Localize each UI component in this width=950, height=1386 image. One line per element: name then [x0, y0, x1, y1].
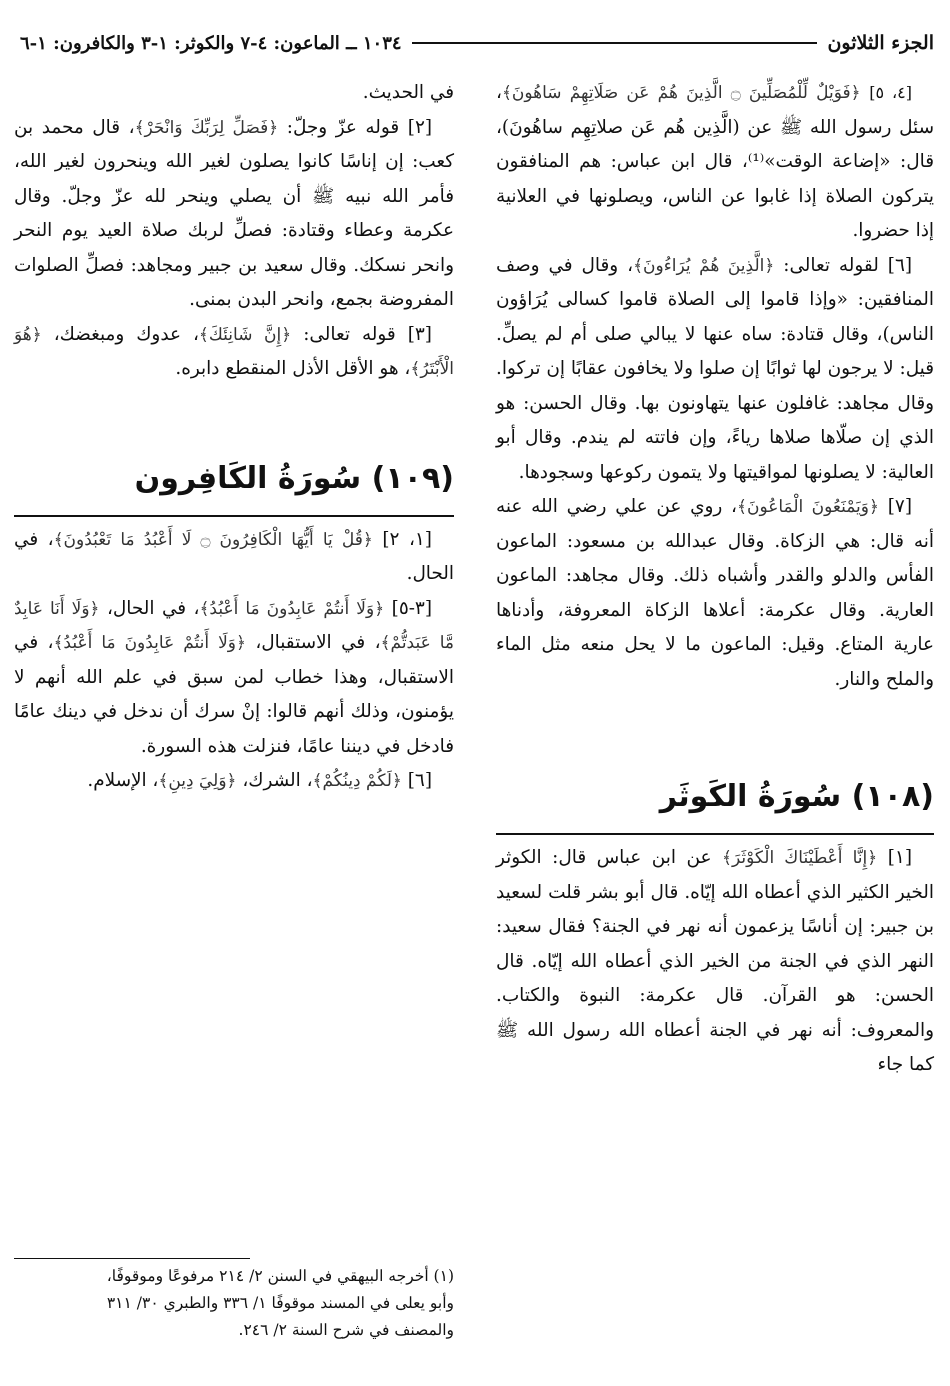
commentary-text: ، في الحال، [107, 597, 200, 619]
title-rule [496, 833, 934, 835]
running-header [20, 26, 934, 60]
right-column [496, 76, 934, 1083]
commentary-text: ، روي عن علي رضي الله عنه أنه قال: هي الزكاة. وقال عبدالله بن مسعود: الماعون الفأس والدلو والقدر وأشباه ذلك. وقال مجاهد: الماعون العارية. وقال عكرمة: أعلاها الزكاة المعروفة، وأدناها عارية المتاع. وقيل: الماعون ما لا يحل منعه مثل الماء والملح والنار. [496, 496, 934, 690]
footnote [14, 1263, 454, 1344]
footnote-line: وأبو يعلى في المسند موقوفًا ١/ ٣٣٦ والطبري ٣٠/ ٣١١ [106, 1294, 454, 1312]
quran-verse: ﴿قُلْ يَا أَيُّهَا الْكَافِرُونَ ۝ لَا أَعْبُدُ مَا تَعْبُدُونَ﴾ [53, 529, 373, 550]
footnote-rule [14, 1258, 250, 1259]
quran-verse: ﴿هُوَ الْأَبْتَرُ﴾ [14, 324, 454, 379]
surah-109-title: (١٠٩) سُورَةُ الكَافِرون [134, 460, 454, 496]
commentary-text: ، الإسلام. [87, 770, 159, 791]
commentary-text: ، في الحال. [14, 528, 454, 584]
verse-ref: [٤، ٥] [869, 83, 912, 102]
commentary-text: ، عدوك ومبغضك، [53, 323, 199, 345]
quran-verse: ﴿فَوَيْلٌ لِّلْمُصَلِّينَ ۝ الَّذِينَ هُمْ عَن صَلَاتِهِمْ سَاهُونَ﴾ [501, 83, 861, 103]
section-gap [14, 387, 454, 443]
quran-verse: ﴿الَّذِينَ هُمْ يُرَاءُونَ﴾ [633, 255, 775, 276]
quran-verse: ﴿وَلَا أَنَا عَابِدٌ مَّا عَبَدتُّمْ﴾ [14, 598, 455, 653]
left-column [14, 76, 454, 799]
paragraph-109-verses-3-5 [14, 592, 454, 765]
page-number-and-surah-ranges: ١٠٣٤ ــ الماعون: ٤-٧ والكوثر: ١-٣ والكافرون: ١-٦ [20, 32, 402, 54]
paragraph-verses-4-5 [496, 76, 934, 249]
paragraph-109-verses-1-2 [14, 523, 454, 592]
header-rule [412, 42, 818, 44]
quran-verse: ﴿إِنَّ شَانِئَكَ﴾ [198, 324, 292, 345]
verse-ref: [٦] لقوله تعالى: [783, 254, 913, 276]
continuation-text: في الحديث. [362, 82, 454, 103]
paragraph-109-verse-6 [14, 764, 454, 799]
paragraph-verse-6 [496, 249, 934, 491]
quran-verse: ﴿وَلَا أَنتُمْ عَابِدُونَ مَا أَعْبُدُ﴾ [53, 633, 246, 653]
quran-verse: ﴿وَيَمْنَعُونَ الْمَاعُونَ﴾ [737, 497, 879, 517]
paragraph-verse-3 [14, 318, 454, 387]
verse-ref: [٣] قوله تعالى: [303, 323, 432, 345]
commentary-text: ، قال محمد بن كعب: إن إناسًا كانوا يصلون لغير الله وينحرون لغير الله، فأمر الله نبيه ﷺ أن يصلي وينحر لله عزّ وجلّ. وقال عكرمة وعطاء وقتادة: فصلِّ لربك صلاة العيد يوم النحر وانحر نسكك. وقال سعيد بن جبير ومجاهد: فصلِّ الصلوات المفروضة بجمع، وانحر البدن بمنى. [14, 116, 454, 310]
commentary-text: ، هو الأقل الأذل المنقطع دابره. [175, 358, 411, 379]
verse-ref: [٦] [407, 770, 432, 791]
part-title: الجزء الثلاثون [827, 32, 934, 54]
commentary-text: عن ابن عباس قال: الكوثر الخير الكثير الذي أعطاه الله إيّاه. قال أبو بشر قلت لسعيد بن جبير: إن أناسًا يزعمون أنه نهر في الجنة؟ فقال سعيد: النهر الذي في الجنة من الخير الذي أعطاه الله إيّاه. قال الحسن: هو القرآن. قال عكرمة: النبوة والكتاب. والمعروف: أنه نهر في الجنة أعطاه الله رسول الله ﷺ كما جاء [496, 847, 934, 1075]
footnote-line: والمصنف في شرح السنة ٢/ ٢٤٦. [238, 1321, 454, 1339]
quran-verse: ﴿لَكُمْ دِينُكُمْ﴾ [312, 771, 402, 791]
quran-verse: ﴿فَصَلِّ لِرَبِّكَ وَانْحَرْ﴾ [134, 117, 279, 138]
commentary-text: ، سئل رسول الله ﷺ عن (الَّذِين هُم عَن صلاتِهِم ساهُونَ)، قال: «إضاعة الوقت»⁽¹⁾، قال ابن عباس: هم المنافقون يتركون الصلاة إذا غابوا عن الناس، ويصلونها في العلانية إذا حضروا. [496, 82, 934, 241]
quran-verse: ﴿إِنَّا أَعْطَيْنَاكَ الْكَوْثَرَ﴾ [722, 848, 878, 868]
verse-ref: [٧] [887, 496, 912, 517]
surah-108-title: (١٠٨) سُورَةُ الكَوثَر [659, 779, 934, 814]
paragraph-verse-2 [14, 111, 454, 318]
commentary-text: ، وقال في وصف المنافقين: «وإذا قاموا إلى الصلاة قاموا كسالى يُرَاؤون الناس)، وقال قتادة: ساه عنها لا يبالي صلى أم لم يصلِّ. قيل: لا يرجون لها ثوابًا إن صلوا ولا يخافون عقابًا إن تركوا. وقال مجاهد: غافلون عنها يتهاونون بها. وقال الحسن: هو الذي إن صلّاها صلاها رياءً، وإن فاتته لم يندم. وقال أبو العالية: لا يصلونها لمواقيتها ولا يتمون ركوعها وسجودها. [496, 254, 934, 483]
commentary-text: ، في الاستقبال، [255, 632, 381, 653]
verse-ref: [١] [887, 847, 912, 868]
footnote-line: (١) أخرجه البيهقي في السنن ٢/ ٢١٤ مرفوعًا وموقوفًا، [106, 1267, 454, 1285]
verse-ref: [٢] قوله عزّ وجلّ: [286, 116, 433, 138]
verse-ref: [١، ٢] [382, 528, 432, 550]
commentary-text: ، في الاستقبال، وهذا خطاب لمن سبق في علم الله أنهم لا يؤمنون، وذلك أنهم قالوا: إنْ سرك أن ندخل في دينك عامًا فادخل في ديننا عامًا، فنزلت هذه السورة. [14, 632, 454, 757]
section-gap [496, 697, 934, 761]
paragraph-verse-7 [496, 490, 934, 697]
quran-verse: ﴿وَلِيَ دِينِ﴾ [158, 771, 237, 791]
verse-ref: [٣-٥] [391, 597, 432, 619]
paragraph-108-verse-1 [496, 841, 934, 1083]
commentary-text: ، الشرك، [242, 770, 313, 791]
quran-verse: ﴿وَلَا أَنتُمْ عَابِدُونَ مَا أَعْبُدُ﴾ [199, 598, 385, 619]
title-rule [14, 515, 454, 517]
